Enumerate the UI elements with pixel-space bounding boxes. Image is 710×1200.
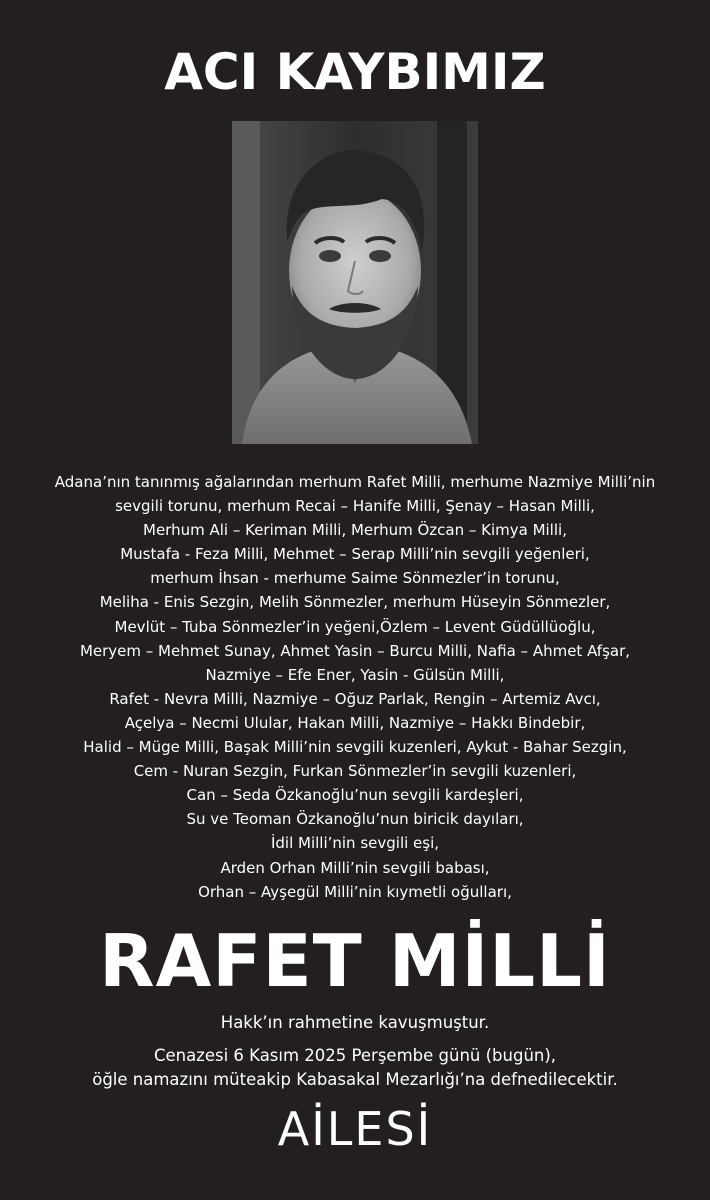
text-line: Can – Seda Özkanoğlu’nun sevgili kardeşleri, xyxy=(186,786,524,805)
text-line: Arden Orhan Milli’nin sevgili babası, xyxy=(220,858,490,877)
text-line: sevgili torunu, merhum Recai – Hanife Milli, Şenay – Hasan Milli, xyxy=(115,497,595,516)
text-line: Cem - Nuran Sezgin, Furkan Sönmezler’in sevgili kuzenleri, xyxy=(133,762,577,781)
text-line: Mevlüt – Tuba Sönmezler’in yeğeni,Özlem – Levent Güdüllüoğlu, xyxy=(114,617,596,636)
condolence-text xyxy=(10,470,700,904)
text-line: Mustafa - Feza Milli, Mehmet – Serap Milli’nin sevgili yeğenleri, xyxy=(120,545,590,564)
funeral-line: Cenazesi 6 Kasım 2025 Perşembe günü (bugün), xyxy=(153,1046,557,1065)
text-line: Rafet - Nevra Milli, Nazmiye – Oğuz Parlak, Rengin – Artemiz Avcı, xyxy=(109,689,601,708)
deceased-name: RAFET MİLLİ xyxy=(99,919,611,1003)
text-line: Açelya – Necmi Ulular, Hakan Milli, Nazmiye – Hakkı Bindebir, xyxy=(124,713,586,732)
page-title: ACI KAYBIMIZ xyxy=(164,43,546,101)
text-line: Merhum Ali – Keriman Milli, Merhum Özcan – Kimya Milli, xyxy=(143,521,567,540)
portrait-photo xyxy=(232,121,478,444)
text-line: Meliha - Enis Sezgin, Melih Sönmezler, merhum Hüseyin Sönmezler, xyxy=(99,593,611,612)
text-line: Meryem – Mehmet Sunay, Ahmet Yasin – Burcu Milli, Nafia – Ahmet Afşar, xyxy=(79,641,631,660)
text-line: Su ve Teoman Özkanoğlu’nun biricik dayıları, xyxy=(186,810,524,829)
text-line: Halid – Müge Milli, Başak Milli’nin sevgili kuzenleri, Aykut - Bahar Sezgin, xyxy=(83,738,627,757)
funeral-line: öğle namazını müteakip Kabasakal Mezarlığı’na defnedilecektir. xyxy=(92,1070,618,1089)
text-line: Adana’nın tanınmış ağalarından merhum Rafet Milli, merhume Nazmiye Milli’nin xyxy=(54,473,656,491)
passed-away-text: Hakk’ın rahmetine kavuşmuştur. xyxy=(220,1013,490,1032)
text-line: Nazmiye – Efe Ener, Yasin - Gülsün Milli, xyxy=(205,665,505,684)
funeral-info xyxy=(0,1044,710,1092)
text-line: merhum İhsan - merhume Saime Sönmezler’in torunu, xyxy=(150,569,560,588)
family-signature: AİLESİ xyxy=(277,1102,433,1156)
text-line: İdil Milli’nin sevgili eşi, xyxy=(270,834,440,853)
text-line: Orhan – Ayşegül Milli’nin kıymetli oğulları, xyxy=(198,882,512,901)
